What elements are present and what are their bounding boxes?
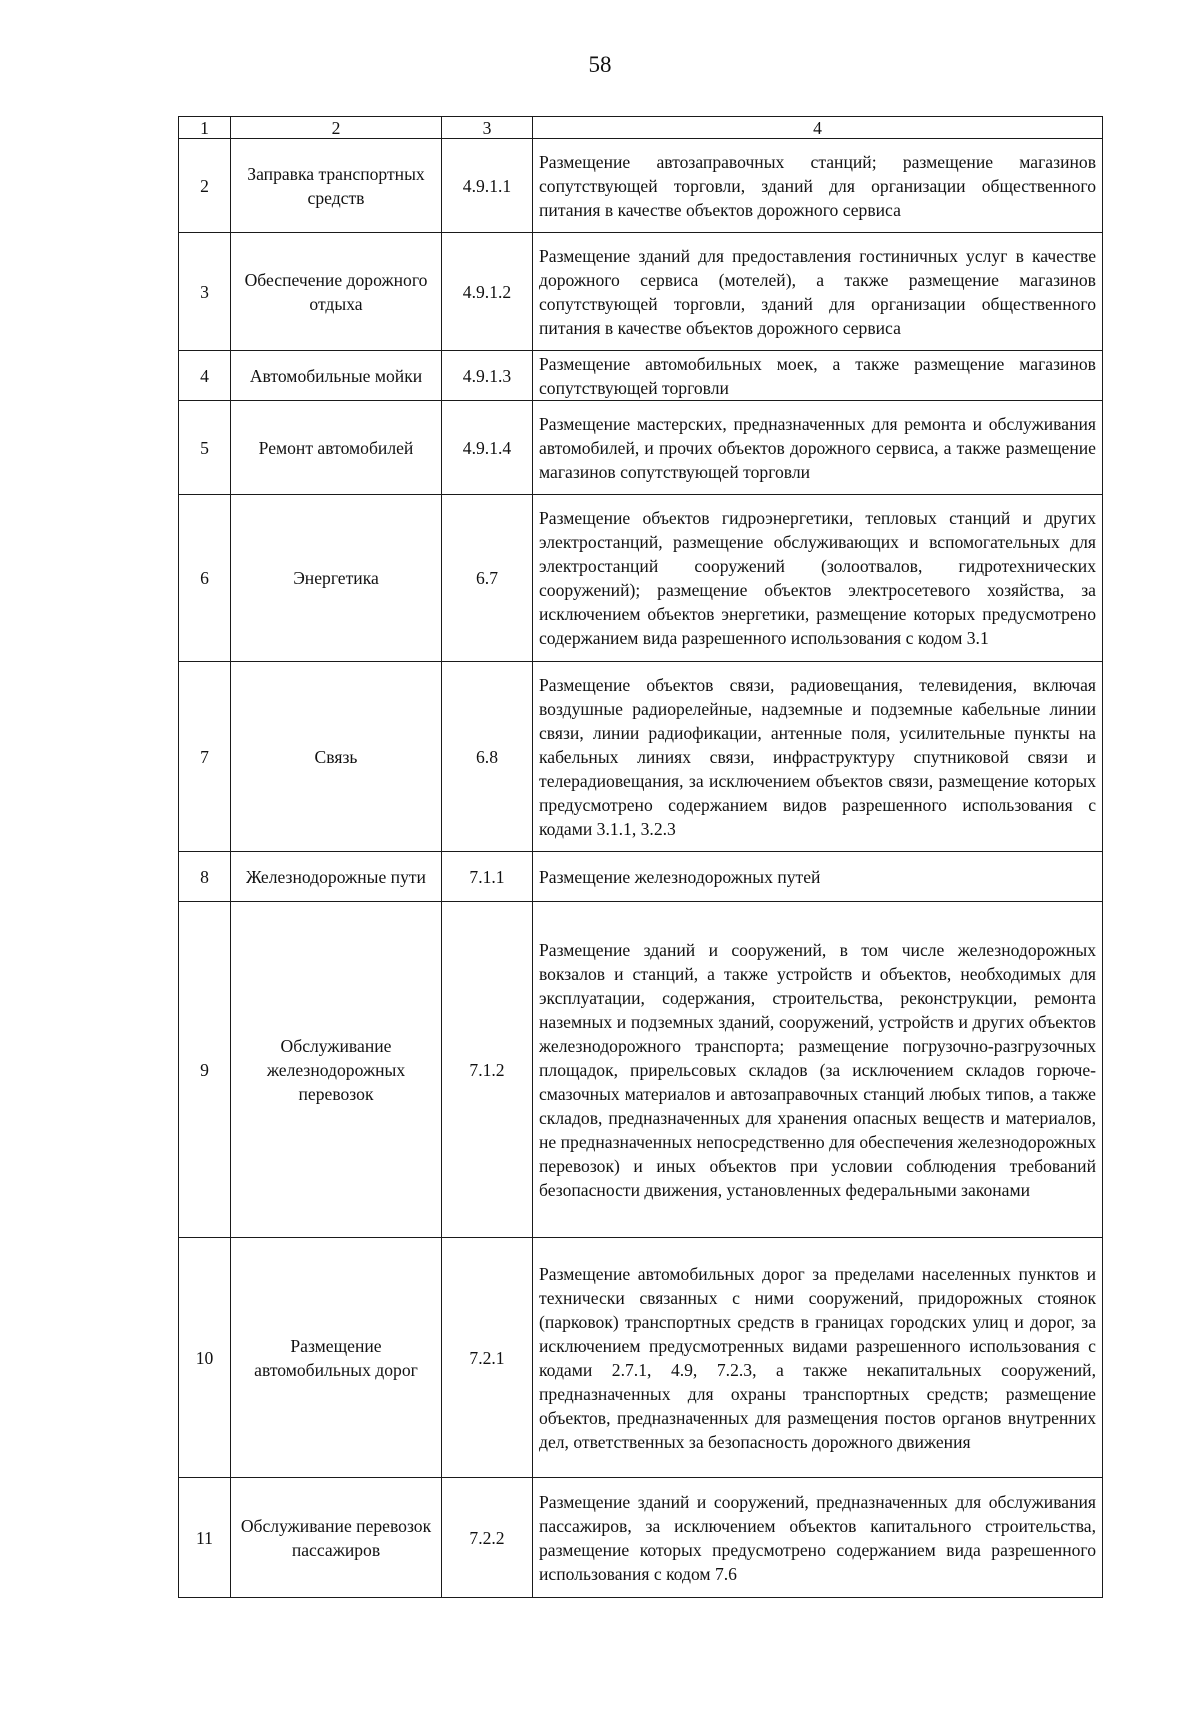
use-type-code: 4.9.1.3 xyxy=(442,351,533,401)
row-number: 2 xyxy=(179,139,231,233)
use-type-code: 7.2.1 xyxy=(442,1238,533,1478)
table-row xyxy=(179,1238,1103,1478)
row-number: 9 xyxy=(179,902,231,1238)
use-type-name: Обеспечение дорожного отдыха xyxy=(231,233,442,351)
use-type-description: Размещение объектов гидроэнергетики, тепловых станций и других электростанций, размещение обслуживающих и вспомогательных для электростанций сооружений (золоотвалов, гидротехнических сооружений); размещение объектов электросетевого хозяйства, за исключением объектов энергетики, размещение которых предусмотрено содержанием вида разрешенного использования с кодом 3.1 xyxy=(533,495,1103,662)
use-type-name: Обслуживание перевозок пассажиров xyxy=(231,1478,442,1598)
use-type-name: Заправка транспортных средств xyxy=(231,139,442,233)
header-cell: 4 xyxy=(533,117,1103,139)
table-row xyxy=(179,1478,1103,1598)
use-type-code: 6.7 xyxy=(442,495,533,662)
use-type-description: Размещение зданий для предоставления гостиничных услуг в качестве дорожного сервиса (мотелей), а также размещение магазинов сопутствующей торговли, зданий для организации общественного питания в качестве объектов дорожного сервиса xyxy=(533,233,1103,351)
use-type-name: Обслуживание железнодорожных перевозок xyxy=(231,902,442,1238)
use-type-code: 6.8 xyxy=(442,662,533,852)
use-type-code: 7.2.2 xyxy=(442,1478,533,1598)
row-number: 5 xyxy=(179,401,231,495)
land-use-table xyxy=(178,116,1103,1598)
page-number: 58 xyxy=(588,52,612,77)
use-type-name: Ремонт автомобилей xyxy=(231,401,442,495)
use-type-description: Размещение железнодорожных путей xyxy=(533,852,1103,902)
use-type-code: 7.1.2 xyxy=(442,902,533,1238)
row-number: 11 xyxy=(179,1478,231,1598)
use-type-code: 4.9.1.4 xyxy=(442,401,533,495)
use-type-description: Размещение автозаправочных станций; размещение магазинов сопутствующей торговли, зданий для организации общественного питания в качестве объектов дорожного сервиса xyxy=(533,139,1103,233)
table-row xyxy=(179,902,1103,1238)
use-type-code: 4.9.1.1 xyxy=(442,139,533,233)
use-type-name: Размещение автомобильных дорог xyxy=(231,1238,442,1478)
table-row xyxy=(179,401,1103,495)
use-type-code: 7.1.1 xyxy=(442,852,533,902)
header-cell: 1 xyxy=(179,117,231,139)
use-type-code: 4.9.1.2 xyxy=(442,233,533,351)
table-row xyxy=(179,351,1103,401)
row-number: 6 xyxy=(179,495,231,662)
use-type-name: Энергетика xyxy=(231,495,442,662)
use-type-name: Автомобильные мойки xyxy=(231,351,442,401)
use-type-description: Размещение автомобильных дорог за пределами населенных пунктов и технически связанных с ними сооружений, придорожных стоянок (парковок) транспортных средств в границах городских улиц и дорог, за исключением предусмотренных видами разрешенного использования с кодами 2.7.1, 4.9, 7.2.3, а также некапитальных сооружений, предназначенных для охраны транспортных средств; размещение объектов, предназначенных для размещения постов органов внутренних дел, ответственных за безопасность дорожного движения xyxy=(533,1238,1103,1478)
table-row xyxy=(179,662,1103,852)
header-cell: 2 xyxy=(231,117,442,139)
use-type-description: Размещение объектов связи, радиовещания, телевидения, включая воздушные радиорелейные, надземные и подземные кабельные линии связи, линии радиофикации, антенные поля, усилительные пункты на кабельных линиях связи, инфраструктуру спутниковой связи и телерадиовещания, за исключением объектов связи, размещение которых предусмотрено содержанием видов разрешенного использования с кодами 3.1.1, 3.2.3 xyxy=(533,662,1103,852)
table-row xyxy=(179,852,1103,902)
table-header-row xyxy=(179,117,1103,139)
row-number: 4 xyxy=(179,351,231,401)
row-number: 7 xyxy=(179,662,231,852)
use-type-description: Размещение зданий и сооружений, в том числе железнодорожных вокзалов и станций, а также устройств и объектов, необходимых для эксплуатации, содержания, строительства, реконструкции, ремонта наземных и подземных зданий, сооружений, устройств и других объектов железнодорожного транспорта; размещение погрузочно-разгрузочных площадок, прирельсовых складов (за исключением складов горюче-смазочных материалов и автозаправочных станций любых типов, а также складов, предназначенных для хранения опасных веществ и материалов, не предназначенных непосредственно для обеспечения железнодорожных перевозок) и иных объектов при условии соблюдения требований безопасности движения, установленных федеральными законами xyxy=(533,902,1103,1238)
table-row xyxy=(179,495,1103,662)
row-number: 8 xyxy=(179,852,231,902)
use-type-description: Размещение зданий и сооружений, предназначенных для обслуживания пассажиров, за исключением объектов капитального строительства, размещение которых предусмотрено содержанием вида разрешенного использования с кодом 7.6 xyxy=(533,1478,1103,1598)
table-row xyxy=(179,233,1103,351)
use-type-description: Размещение мастерских, предназначенных для ремонта и обслуживания автомобилей, и прочих объектов дорожного сервиса, а также размещение магазинов сопутствующей торговли xyxy=(533,401,1103,495)
use-type-name: Железнодорожные пути xyxy=(231,852,442,902)
header-cell: 3 xyxy=(442,117,533,139)
use-type-description: Размещение автомобильных моек, а также размещение магазинов сопутствующей торговли xyxy=(533,351,1103,401)
row-number: 3 xyxy=(179,233,231,351)
row-number: 10 xyxy=(179,1238,231,1478)
table-row xyxy=(179,139,1103,233)
use-type-name: Связь xyxy=(231,662,442,852)
